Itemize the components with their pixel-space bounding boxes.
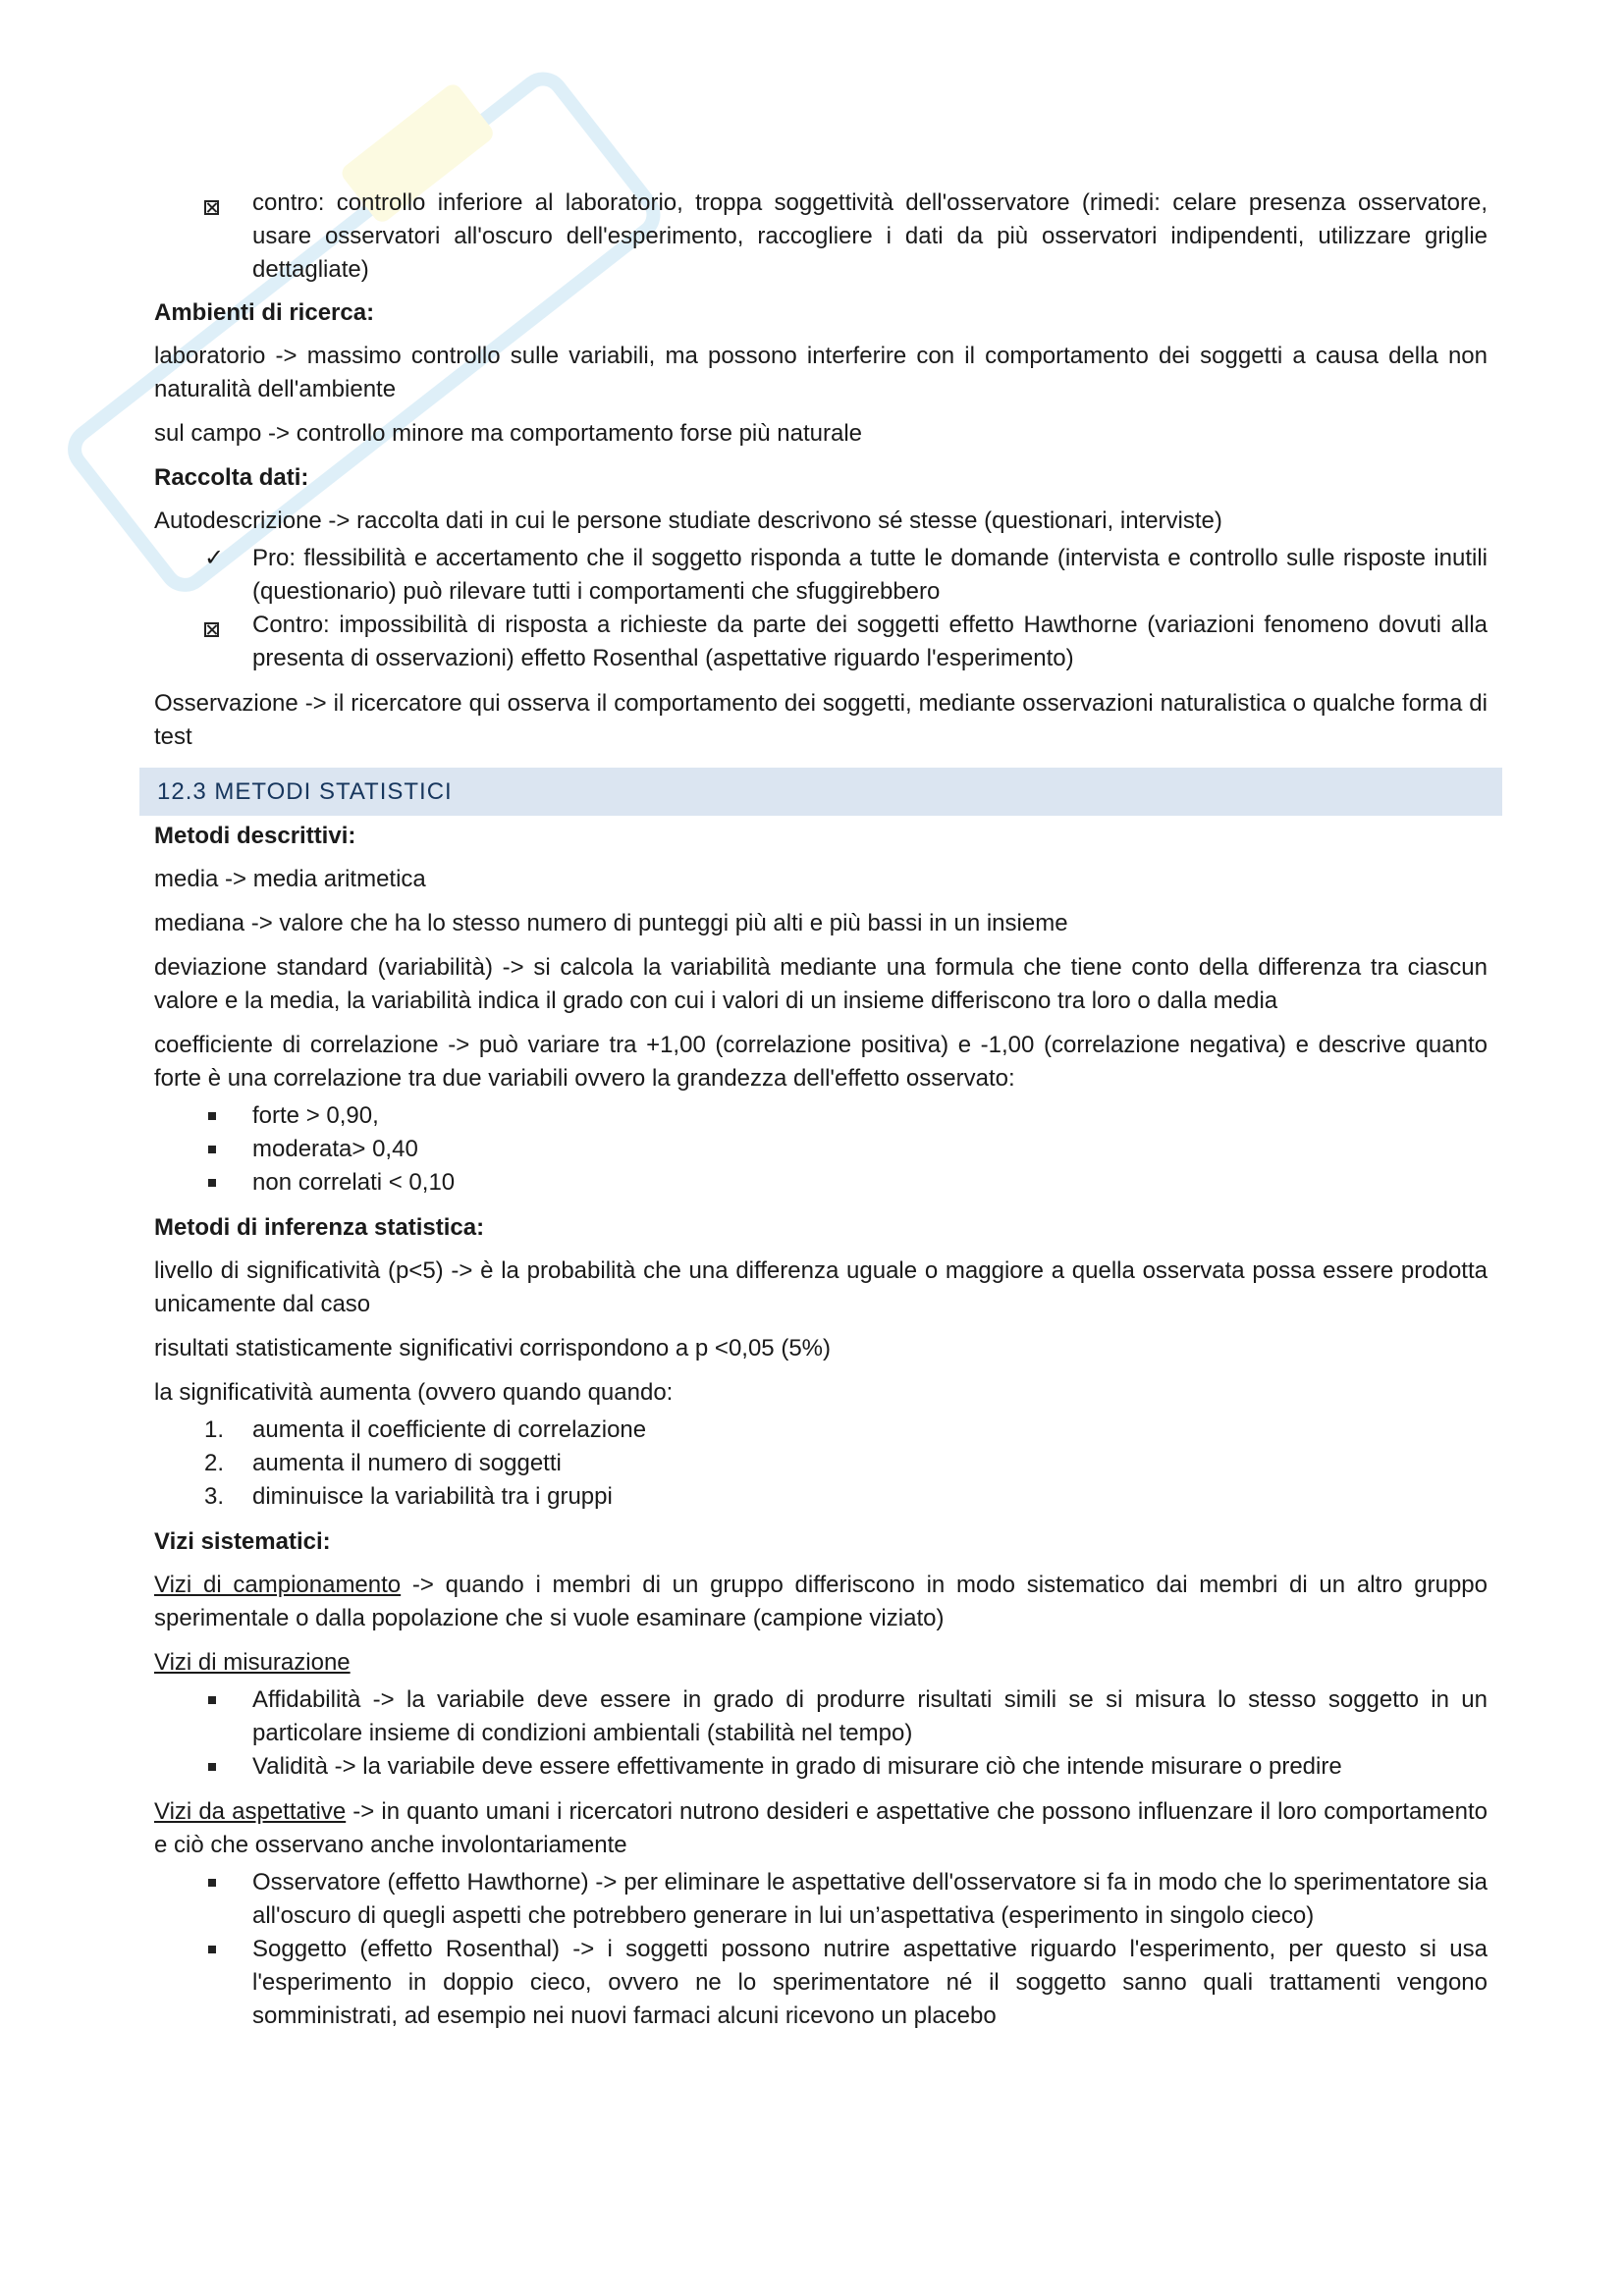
square-bullet-icon [204, 1866, 234, 1899]
laboratorio-paragraph: laboratorio -> massimo controllo sulle variabili, ma possono interferire con il comportamento dei soggetti a causa della non naturalità dell'ambiente [154, 343, 1488, 402]
list-item [154, 1166, 1488, 1200]
square-bullet-icon [204, 1133, 234, 1166]
item-text: aumenta il numero di soggetti [252, 1450, 562, 1476]
contro2-text: Contro: impossibilità di risposta a richieste da parte dei soggetti effetto Hawthorne (variazioni fenomeno dovuti alla presenta di osservazioni) effetto Rosenthal (aspettative riguardo l'esperimento) [252, 612, 1488, 671]
list-number: 2. [204, 1450, 225, 1476]
pro-contro-list [154, 542, 1488, 675]
list-number: 1. [204, 1416, 225, 1443]
square-bullet-icon [204, 1683, 234, 1717]
square-bullet-icon [204, 1099, 234, 1133]
section-heading: 12.3 METODI STATISTICI [139, 768, 1502, 816]
bullet-text: non correlati < 0,10 [252, 1169, 456, 1196]
campionamento-text: -> quando i membri di un gruppo differiscono in modo sistematico dai membri di un altro gruppo sperimentale o dalla popolazione che si vuole esaminare (campione viziato) [154, 1572, 1488, 1631]
x-checkbox-icon [204, 609, 234, 642]
misurazione-bullet-list [154, 1683, 1488, 1784]
list-item [154, 1866, 1488, 1933]
list-item [154, 1480, 1488, 1514]
list-item [154, 1683, 1488, 1750]
osservazione-paragraph: Osservazione -> il ricercatore qui osserva il comportamento dei soggetti, mediante osservazioni naturalistica o qualche forma di test [154, 690, 1488, 750]
autodescrizione-paragraph: Autodescrizione -> raccolta dati in cui le persone studiate descrivono sé stesse (questionari, interviste) [154, 507, 1222, 534]
aumenta-paragraph: la significatività aumenta (ovvero quando quando: [154, 1379, 674, 1406]
bullet-text: moderata> 0,40 [252, 1136, 418, 1162]
list-item [154, 1133, 1488, 1166]
significativita-numbered-list [154, 1414, 1488, 1514]
bullet-text: Soggetto (effetto Rosenthal) -> i soggetti possono nutrire aspettative riguardo l'esperimento, per questo si usa l'esperimento in doppio cieco, ovvero ne lo sperimentatore né il soggetto sanno quali trattamenti vengono somministrati, ad esempio nei nuovi farmaci alcuni ricevono un placebo [252, 1936, 1488, 2029]
aspettative-paragraph [154, 1795, 1488, 1862]
list-item [154, 1447, 1488, 1480]
media-paragraph: media -> media aritmetica [154, 866, 426, 892]
aspettative-text: -> in quanto umani i ricercatori nutrono desideri e aspettative che possono influenzare il loro comportamento e ciò che osservano anche involontariamente [154, 1798, 1488, 1858]
pro-text: Pro: flessibilità e accertamento che il soggetto risponda a tutte le domande (intervista e controllo sulle risposte inutili (questionario) può rilevare tutti i comportamenti che sfuggirebbero [252, 545, 1488, 605]
livello-paragraph: livello di significatività (p<5) -> è la probabilità che una differenza uguale o maggiore a quella osservata possa essere prodotta unicamente dal caso [154, 1257, 1488, 1317]
campionamento-label: Vizi di campionamento [154, 1572, 402, 1598]
square-bullet-icon [204, 1750, 234, 1784]
vizi-heading: Vizi sistematici: [154, 1528, 331, 1555]
raccolta-heading: Raccolta dati: [154, 464, 309, 491]
item-text: aumenta il coefficiente di correlazione [252, 1416, 647, 1443]
list-item [154, 1099, 1488, 1133]
square-bullet-icon [204, 1166, 234, 1200]
contro-item [154, 187, 1488, 287]
x-checkbox-icon [204, 187, 234, 220]
mediana-paragraph: mediana -> valore che ha lo stesso numero di punteggi più alti e più bassi in un insieme [154, 910, 1068, 936]
bullet-text: Validità -> la variabile deve essere effettivamente in grado di misurare ciò che intende misurare o predire [252, 1753, 1342, 1780]
bullet-text: Affidabilità -> la variabile deve essere in grado di produrre risultati simili se si misura lo stesso soggetto in un particolare insieme di condizioni ambientali (stabilità nel tempo) [252, 1686, 1488, 1746]
list-number: 3. [204, 1483, 225, 1510]
campionamento-paragraph [154, 1569, 1488, 1635]
ambienti-heading: Ambienti di ricerca: [154, 299, 375, 326]
campo-paragraph: sul campo -> controllo minore ma comportamento forse più naturale [154, 420, 863, 447]
correlazione-bullet-list [154, 1099, 1488, 1200]
inferenza-heading: Metodi di inferenza statistica: [154, 1214, 485, 1241]
list-item [154, 1933, 1488, 2033]
coefficiente-paragraph: coefficiente di correlazione -> può variare tra +1,00 (correlazione positiva) e -1,00 (correlazione negativa) e descrive quanto forte è una correlazione tra due variabili ovvero la grandezza dell'effetto osservato: [154, 1032, 1488, 1092]
list-item [154, 1750, 1488, 1784]
list-item [154, 1414, 1488, 1447]
pro-item [154, 542, 1488, 609]
bullet-text: Osservatore (effetto Hawthorne) -> per eliminare le aspettative dell'osservatore si fa in modo che lo sperimentatore sia all'oscuro di quegli aspetti che potrebbero generare in lui un’aspettativa (esperimento in singolo cieco) [252, 1869, 1488, 1929]
misurazione-label [154, 1646, 1488, 1680]
descrittivi-heading: Metodi descrittivi: [154, 823, 356, 849]
square-bullet-icon [204, 1933, 234, 1966]
deviazione-paragraph: deviazione standard (variabilità) -> si calcola la variabilità mediante una formula che tiene conto della differenza tra ciascun valore e la media, la variabilità indica il grado con cui i valori di un insieme differiscono tra loro o dalla media [154, 954, 1488, 1014]
aspettative-bullet-list [154, 1866, 1488, 2033]
aspettative-label: Vizi da aspettative [154, 1798, 347, 1825]
risultati-paragraph: risultati statisticamente significativi corrispondono a p <0,05 (5%) [154, 1335, 831, 1362]
misurazione-label-text: Vizi di misurazione [154, 1649, 351, 1676]
bullet-text: forte > 0,90, [252, 1102, 379, 1129]
contro2-item [154, 609, 1488, 675]
checkmark-icon: ✓ [204, 545, 225, 571]
item-text: diminuisce la variabilità tra i gruppi [252, 1483, 613, 1510]
contro-text: contro: controllo inferiore al laboratorio, troppa soggettività dell'osservatore (rimedi: celare presenza osservatore, usare osservatori all'oscuro dell'esperimento, raccogliere i dati da più osservatori indipendenti, utilizzare griglie dettagliate) [252, 189, 1488, 283]
document-page [154, 187, 1488, 2045]
